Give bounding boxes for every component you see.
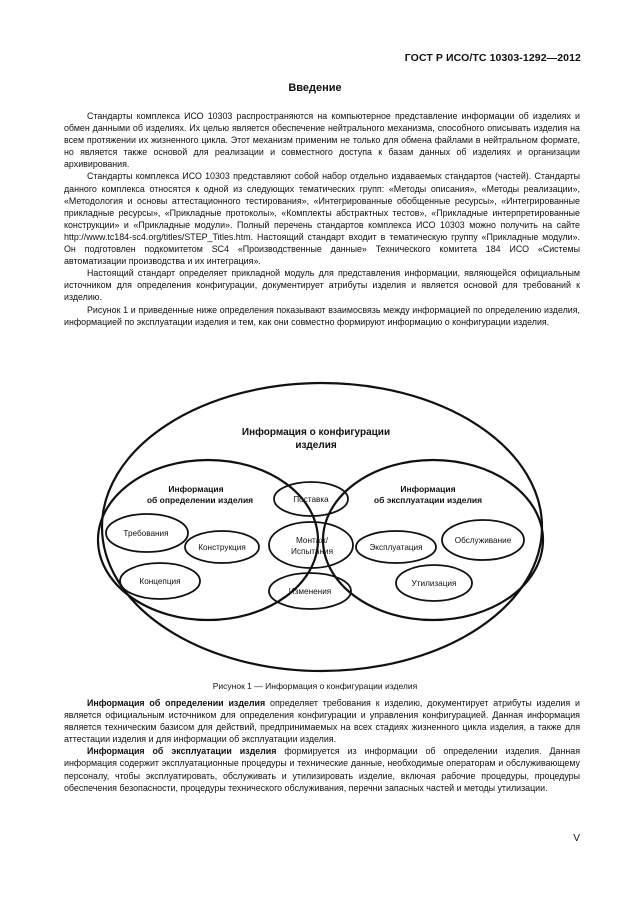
definition-term: Информация об определении изделия (87, 698, 266, 708)
node-design-label: Конструкция (198, 543, 246, 552)
definition-term: Информация об эксплуатации изделия (87, 746, 277, 757)
operation-group-label-line1: Информация (400, 484, 456, 494)
node-disposal-label: Утилизация (411, 579, 457, 588)
node-requirements-label: Требования (123, 529, 169, 538)
definition-text: формируется из информации об определении изделия. Данная информация содержит эксплуатационные процедуры и технические данные, необходимые операторам и обслуживающему персоналу, чтобы эксплуатировать, обслуживать и утилизировать изделие, включая рабочие процедуры, процедуры обеспечения безопасности, процедуры технического обслуживания, перечни запасных частей и методы утилизации. (64, 746, 580, 793)
definition-group-label-line2: об определении изделия (146, 495, 254, 505)
paragraph: Стандарты комплекса ИСО 10303 представляют собой набор отдельно издаваемых стандартов (частей). Стандарты данного комплекса относятся к одной из следующих тематических групп: «Методы описания», «Методы реализации», «Методология и основы аттестационного тестирования», «Интегрированные обобщенные ресурсы», «Интегрированные прикладные ресурсы», «Прикладные протоколы», «Комплекты абстрактных тестов», «Прикладные интерпретированные конструкции» и «Прикладные модули». Полный перечень стандартов комплекса ИСО 10303 можно получить на сайте http://www.tc184-sc4.org/titles/STEP_Titles.htm. Настоящий стандарт входит в тематическую группу «Прикладные модули». Он подготовлен подкомитетом SC4 «Производственные данные» Технического комитета 184 ИСО «Системы автоматизации производства и их интеграция». (64, 171, 580, 267)
node-concept-label: Концепция (139, 577, 181, 586)
figure-title-line2: изделия (295, 440, 337, 451)
definition-paragraph (64, 697, 580, 745)
node-assembly-label-line1: Монтаж/ (296, 536, 328, 545)
node-assembly-testing (269, 522, 353, 568)
operation-group-label-line2: об эксплуатации изделия (373, 495, 483, 505)
node-assembly-label-line2: Испытания (290, 547, 334, 556)
definition-group-label-line1: Информация (168, 484, 224, 494)
section-title: Введение (288, 82, 342, 94)
node-changes-label: Изменения (288, 587, 332, 596)
paragraph: Стандарты комплекса ИСО 10303 распространяются на компьютерное представление информации об изделиях и обмен данными об изделиях. Их целью является обеспечение нейтрального механизма, способного описывать изделия на всем протяжении их жизненного цикла. Этот механизм применим не только для обмена файлами в нейтральном формате, но является также основой для реализации и совместного доступа к базам данных об изделиях и организации архивирования. (64, 111, 580, 170)
paragraph: Рисунок 1 и приведенные ниже определения показывают взаимосвязь между информацией по определению изделия, информацией по эксплуатации изделия и тем, как они совместно формируют информацию о конфигурации изделия. (64, 304, 580, 327)
node-delivery-label: Поставка (293, 495, 329, 504)
definition-text: определяет требования к изделию, документирует атрибуты изделия и является официальным источником для определения конфигурации и управления конфигурацией. Данная информация является техническим базисом для действий, предпринимаемых на всех стадиях жизненного цикла изделия, а также для аттестации изделия и для информации об эксплуатации изделия. (64, 698, 580, 745)
node-maintenance-label: Обслуживание (454, 536, 512, 545)
page-number: V (573, 833, 580, 844)
definition-paragraph (64, 745, 580, 793)
paragraph: Настоящий стандарт определяет прикладной модуль для представления информации, являющейся официальным источником для определения конфигурации, документирует атрибуты изделия и является основой для требований к изделию. (64, 268, 580, 303)
running-header: ГОСТ Р ИСО/ТС 10303-1292—2012 (404, 52, 581, 64)
definitions-text (64, 697, 580, 794)
figure-caption: Рисунок 1 — Информация о конфигурации изделия (212, 681, 418, 691)
figure-title-line1: Информация о конфигурации (241, 427, 391, 438)
node-operation-label: Эксплуатация (369, 543, 423, 552)
